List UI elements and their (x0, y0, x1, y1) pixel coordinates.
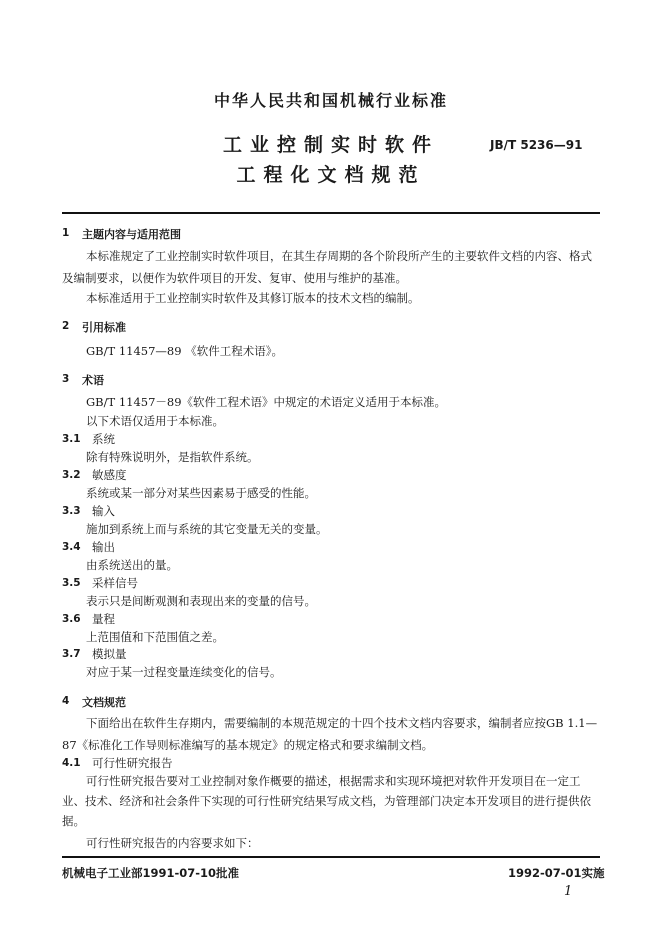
term-number: 3.5 (62, 577, 81, 589)
term-number: 3.4 (62, 541, 81, 553)
section-4-paragraph-1: 下面给出在软件生存期内，需要编制的本规范规定的十四个技术文档内容要求，编制者应按GB 1.1—87《标准化工作导则标准编写的基本规定》的规定格式和要求编制文档。 (62, 716, 598, 752)
section-3-paragraph-1: GB/T 11457－89《软件工程术语》中规定的术语定义适用于本标准。 (86, 395, 447, 409)
term-name: 采样信号 (92, 576, 138, 590)
term-name: 量程 (92, 612, 115, 626)
subsection-4-1-heading: 可行性研究报告 (92, 756, 173, 770)
term-name: 输入 (92, 504, 115, 518)
term-definition: 由系统送出的量。 (86, 558, 178, 572)
term-number: 3.7 (62, 648, 81, 660)
standard-code: JB/T 5236—91 (490, 138, 583, 152)
section-2-reference: GB/T 11457—89 《软件工程术语》。 (86, 344, 283, 358)
section-1-number: 1 (62, 227, 70, 239)
term-definition: 表示只是间断观测和表现出来的变量的信号。 (86, 594, 316, 608)
section-2-heading: 引用标准 (82, 321, 126, 334)
section-3-heading: 术语 (82, 374, 104, 387)
title-line-2: 工程化文档规范 (236, 164, 426, 186)
section-3-paragraph-2: 以下术语仅适用于本标准。 (86, 414, 224, 428)
footer-rule (62, 856, 600, 858)
section-1-heading: 主题内容与适用范围 (82, 228, 181, 241)
term-number: 3.2 (62, 469, 81, 481)
section-4-number: 4 (62, 695, 70, 707)
subsection-4-1-number: 4.1 (62, 757, 81, 769)
term-definition: 对应于某一过程变量连续变化的信号。 (86, 665, 282, 679)
effective-date: 1992-07-01实施 (508, 866, 605, 880)
term-number: 3.1 (62, 433, 81, 445)
term-definition: 系统或某一部分对某些因素易于感受的性能。 (86, 486, 316, 500)
issuing-body: 中华人民共和国机械行业标准 (213, 91, 448, 110)
section-4-heading: 文档规范 (82, 696, 126, 709)
term-name: 敏感度 (92, 468, 127, 482)
approval-note: 机械电子工业部1991-07-10批准 (62, 866, 240, 880)
term-number: 3.3 (62, 505, 81, 517)
term-name: 系统 (92, 432, 115, 446)
section-1-paragraph-1: 本标准规定了工业控制实时软件项目，在其生存周期的各个阶段所产生的主要软件文档的内容、格式及编制要求，以便作为软件项目的开发、复审、使用与维护的基准。 (62, 249, 592, 285)
term-number: 3.6 (62, 613, 81, 625)
term-name: 输出 (92, 540, 115, 554)
term-definition: 上范围值和下范围值之差。 (86, 630, 224, 644)
term-name: 模拟量 (92, 647, 127, 661)
header-rule (62, 212, 600, 214)
term-definition: 施加到系统上而与系统的其它变量无关的变量。 (86, 522, 328, 536)
section-2-number: 2 (62, 320, 70, 332)
section-4-paragraph-2: 可行性研究报告要对工业控制对象作概要的描述，根据需求和实现环境把对软件开发项目在一定工业、技术、经济和社会条件下实现的可行性研究结果写成文档，为管理部门决定本开发项目的进行提供依据。 (62, 774, 591, 828)
section-4-paragraph-3: 可行性研究报告的内容要求如下： (86, 836, 259, 850)
section-1-paragraph-2: 本标准适用于工业控制实时软件及其修订版本的技术文档的编制。 (86, 291, 420, 305)
term-definition: 除有特殊说明外，是指软件系统。 (86, 450, 259, 464)
page-number: 1 (564, 884, 573, 899)
title-line-1: 工业控制实时软件 (222, 134, 439, 156)
section-3-number: 3 (62, 373, 70, 385)
